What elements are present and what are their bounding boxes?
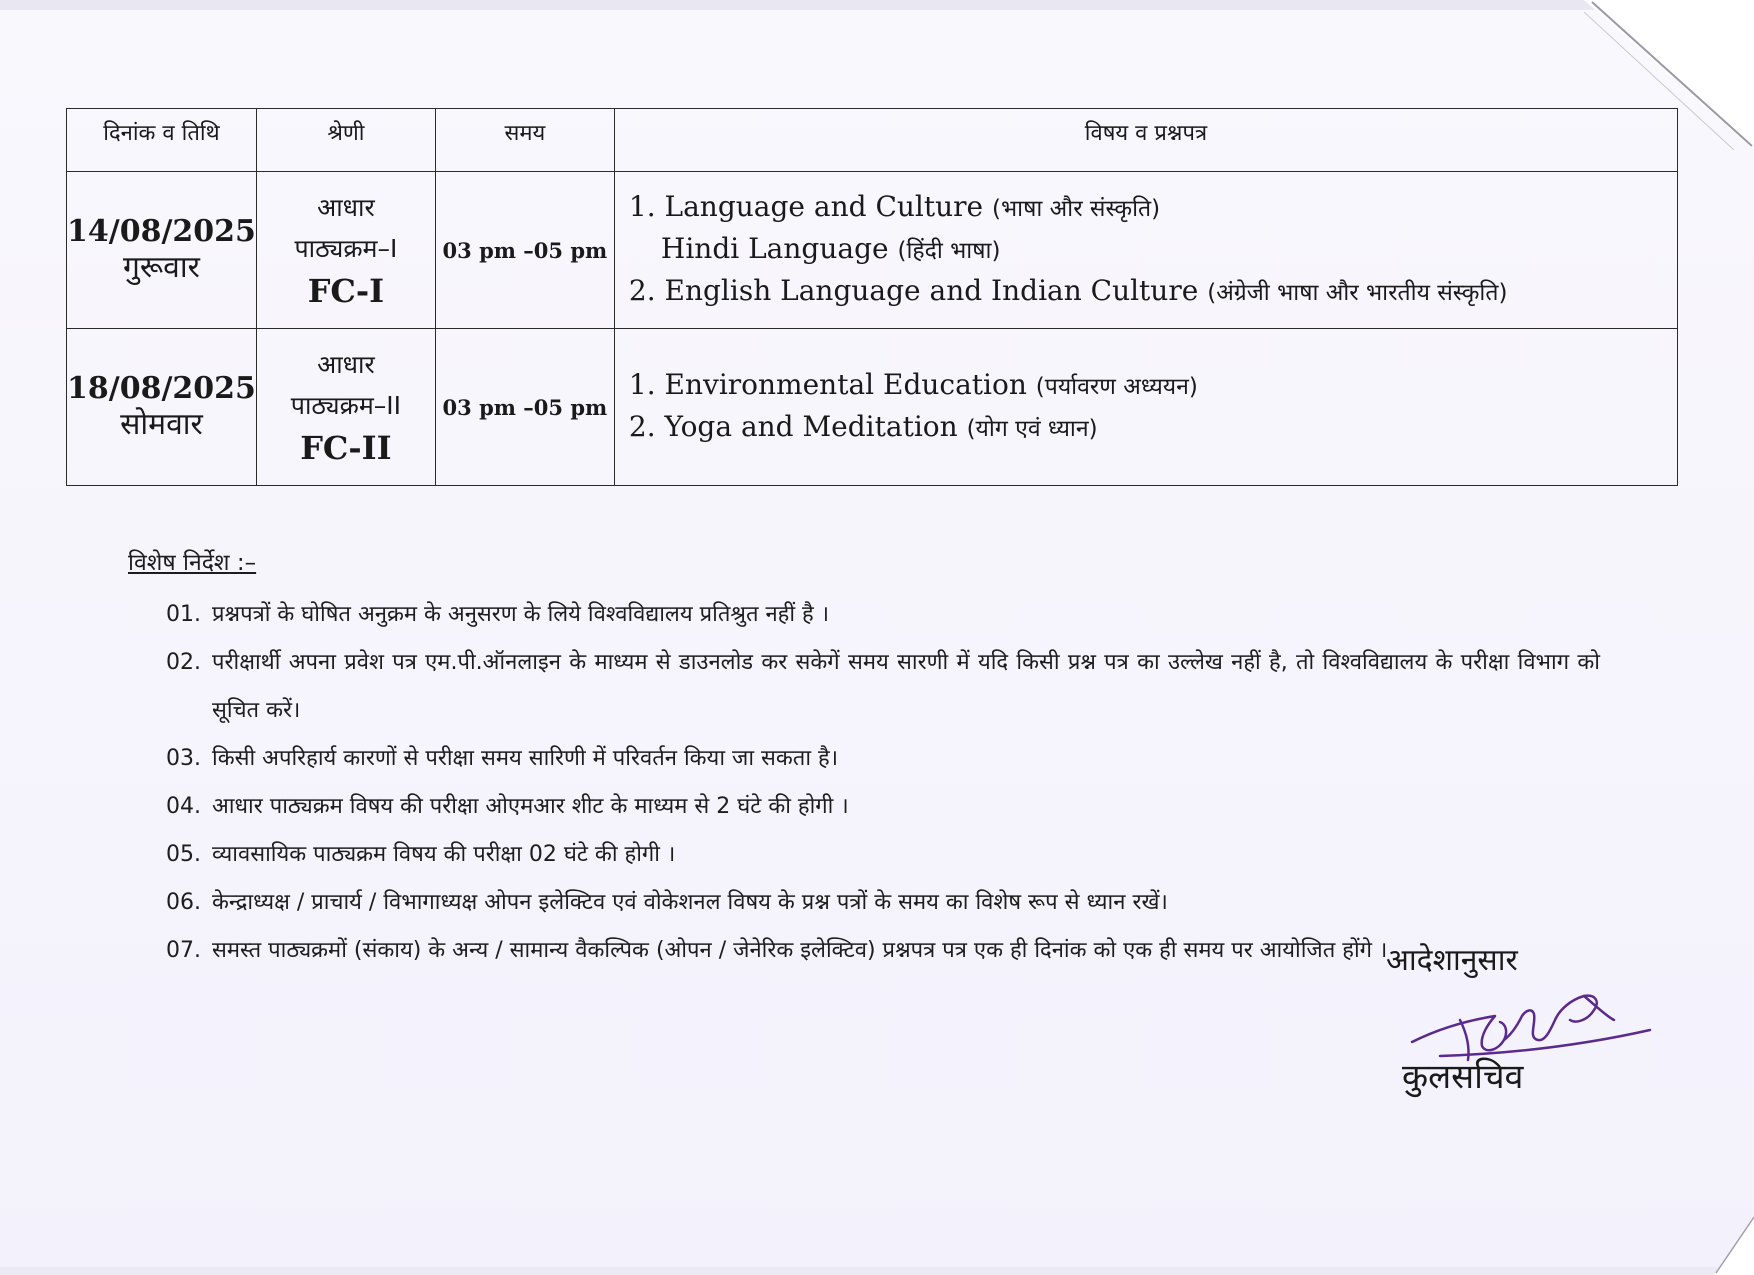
subject-line (629, 407, 1677, 449)
special-instructions (128, 545, 1628, 975)
time-cell: 03 pm –05 pm (435, 172, 614, 329)
instruction-item (128, 639, 1628, 735)
exam-date: 14/08/2025 (67, 214, 256, 249)
instructions-heading-text: विशेष निर्देश (128, 550, 230, 576)
exam-day: सोमवार (120, 407, 203, 442)
instruction-item (128, 879, 1628, 927)
instruction-number: 04. (166, 794, 201, 819)
exam-day: गुरूवार (122, 250, 200, 285)
by-order-text: आदेशानुसार (1386, 943, 1518, 978)
instruction-text: किसी अपरिहार्य कारणों से परीक्षा समय सारिणी में परिवर्तन किया जा सकता है। (212, 746, 839, 771)
instructions-heading-suffix: :– (229, 550, 257, 576)
header-category: श्रेणी (256, 109, 435, 172)
subject-hindi: (पर्यावरण अध्ययन) (1035, 374, 1198, 400)
subject-line (629, 229, 1677, 271)
time-cell: 03 pm –05 pm (435, 329, 614, 486)
table-row (67, 329, 1678, 486)
instructions-list (128, 591, 1628, 975)
instruction-item (128, 591, 1628, 639)
instruction-item (128, 735, 1628, 783)
category-line-1: आधार (317, 350, 375, 379)
subject-english: 2. Yoga and Meditation (628, 410, 958, 443)
instruction-text: आधार पाठ्यक्रम विषय की परीक्षा ओएमआर शीट के माध्यम से 2 घंटे की होगी । (212, 794, 849, 819)
instruction-item (128, 831, 1628, 879)
subject-hindi: (हिंदी भाषा) (897, 238, 1001, 264)
instruction-number: 01. (166, 602, 201, 627)
instruction-number: 02. (166, 650, 201, 675)
category-cell (256, 329, 435, 486)
registrar-text: कुलसचिव (1402, 1057, 1524, 1097)
instruction-number: 06. (166, 890, 201, 915)
subject-line (629, 365, 1677, 407)
date-cell (67, 172, 257, 329)
subject-english: Hindi Language (660, 232, 889, 265)
instruction-item (128, 783, 1628, 831)
subject-hindi: (योग एवं ध्यान) (966, 416, 1098, 442)
instruction-text: प्रश्नपत्रों के घोषित अनुक्रम के अनुसरण के लिये विश्वविद्यालय प्रतिश्रुत नहीं है । (212, 602, 830, 627)
subject-english: 1. Language and Culture (628, 190, 984, 223)
category-line-2: पाठ्यक्रम–I (294, 234, 398, 263)
page-edge-bottom (0, 1267, 1754, 1275)
subject-english: 2. English Language and Indian Culture (628, 274, 1199, 307)
subject-cell (614, 329, 1677, 486)
header-date: दिनांक व तिथि (67, 109, 257, 172)
instruction-text: परीक्षार्थी अपना प्रवेश पत्र एम.पी.ऑनलाइन के माध्यम से डाउनलोड कर सकेगें समय सारणी में यदि किसी प्रश्न पत्र का उल्लेख नहीं है, तो विश्वविद्यालय के परीक्षा विभाग को सूचित करें। (212, 650, 1600, 723)
category-code: FC-II (300, 429, 392, 467)
subject-line (629, 187, 1677, 229)
table-header-row (67, 109, 1678, 172)
exam-schedule-table (66, 108, 1678, 486)
header-subject: विषय व प्रश्नपत्र (614, 109, 1677, 172)
subject-line (629, 271, 1677, 313)
subject-hindi: (भाषा और संस्कृति) (992, 196, 1161, 222)
instruction-number: 05. (166, 842, 201, 867)
folded-corner-bottom-right (1714, 1215, 1754, 1275)
instruction-number: 03. (166, 746, 201, 771)
category-line-1: आधार (317, 193, 375, 222)
instruction-number: 07. (166, 938, 201, 963)
subject-cell (614, 172, 1677, 329)
page-edge-top (0, 0, 1754, 10)
header-time: समय (435, 109, 614, 172)
category-line-2: पाठ्यक्रम–II (290, 391, 402, 420)
instructions-heading (128, 545, 1628, 577)
category-cell (256, 172, 435, 329)
subject-hindi: (अंग्रेजी भाषा और भारतीय संस्कृति) (1207, 280, 1508, 306)
instruction-text: केन्द्राध्यक्ष / प्राचार्य / विभागाध्यक्ष ओपन इलेक्टिव एवं वोकेशनल विषय के प्रश्न पत्रों के समय का विशेष रूप से ध्यान रखें। (212, 890, 1168, 915)
exam-date: 18/08/2025 (67, 371, 256, 406)
instruction-text: समस्त पाठ्यक्रमों (संकाय) के अन्य / सामान्य वैकल्पिक (ओपन / जेनेरिक इलेक्टिव) प्रश्नपत्र पत्र एक ही दिनांक को एक ही समय पर आयोजित होंगे । (212, 938, 1388, 963)
category-code: FC-I (307, 272, 385, 310)
date-cell (67, 329, 257, 486)
instruction-text: व्यावसायिक पाठ्यक्रम विषय की परीक्षा 02 घंटे की होगी । (212, 842, 676, 867)
table-row (67, 172, 1678, 329)
subject-english: 1. Environmental Education (628, 368, 1027, 401)
